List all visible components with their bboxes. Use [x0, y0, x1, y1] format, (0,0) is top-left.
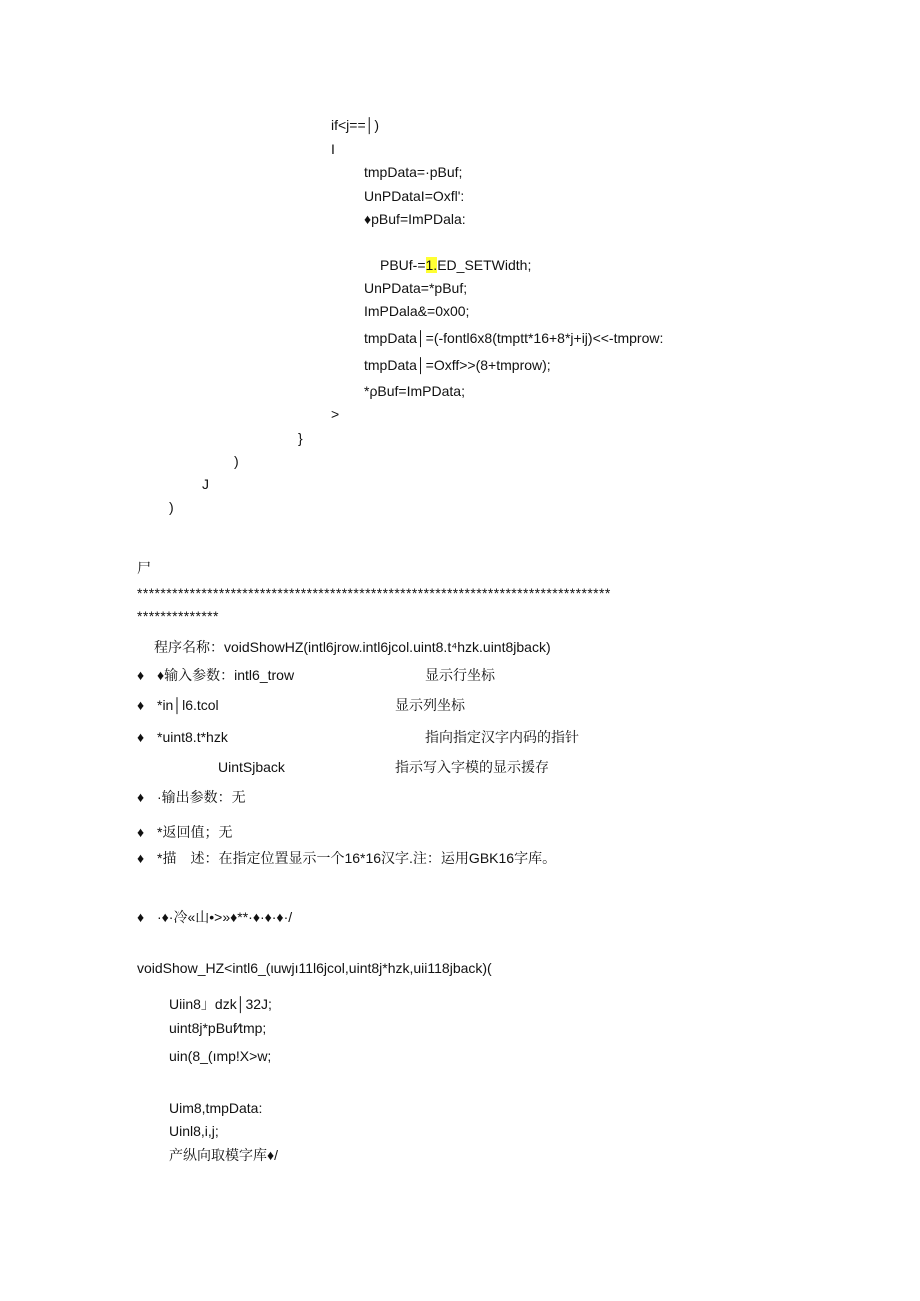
code-line: }	[298, 430, 303, 446]
param-desc: 指向指定汉字内码的指针	[425, 729, 579, 745]
bullet: ♦	[137, 667, 145, 683]
code-line: I	[331, 141, 335, 157]
code-line: Uinl8,i,j;	[169, 1123, 219, 1139]
code-line: 产纵向取模字库♦/	[169, 1147, 279, 1163]
code-line: UnPDataI=Oxfl':	[364, 188, 465, 204]
code-line: tmpData=·pBuf;	[364, 164, 463, 180]
return-value-line: *返回值；无	[157, 824, 233, 840]
code-line: ImPDala&=0x00;	[364, 303, 470, 319]
comment-stars: *********************************************************************************	[137, 585, 611, 601]
param-desc: 显示列坐标	[395, 697, 465, 713]
bullet: ♦	[137, 729, 145, 745]
param-desc: 指示写入字模的显示援存	[395, 759, 549, 775]
code-line: )	[169, 499, 174, 515]
code-line: Uim8,tmpData:	[169, 1100, 263, 1116]
code-line: if<j==│)	[331, 117, 380, 133]
code-line: *ρBuf=ImPData;	[364, 383, 465, 399]
code-line-highlighted	[380, 256, 531, 274]
param-label: *uint8.t*hzk	[157, 729, 228, 745]
param-desc: 显示行坐标	[425, 667, 495, 683]
bullet: ♦	[137, 850, 145, 866]
code-line: tmpData│=Oxff>>(8+tmprow);	[364, 357, 551, 373]
code-line: J	[202, 476, 209, 492]
code-line: uin(8_(ımp!X>w;	[169, 1048, 272, 1064]
param-label: ♦输入参数：intl6_trow	[157, 667, 295, 683]
param-label: UintSjback	[218, 759, 285, 775]
code-line: >	[331, 406, 340, 422]
code-fragment: ED_SETWidth;	[437, 257, 532, 273]
bullet: ♦	[137, 789, 145, 805]
comment-end-line: ·♦·冷«山•>»♦**·♦·♦·♦·/	[157, 909, 293, 925]
bullet: ♦	[137, 909, 145, 925]
function-name-line: 程序名称：voidShowHZ(intl6jrow.intl6jcol.uint8.t⁴hzk.uint8jback)	[154, 639, 551, 655]
comment-stars: **************	[137, 608, 219, 624]
code-line: Uiin8」dzk│32J;	[169, 996, 272, 1012]
code-line: tmpData│=(-fontl6x8(tmptt*16+8*j+ij)<<-tmprow:	[364, 330, 664, 346]
code-line: ♦pBuf=ImPDala:	[364, 211, 466, 227]
highlight-mark: 1.	[425, 257, 438, 273]
code-line: UnPData=*pBuf;	[364, 280, 468, 296]
code-line: uint8j*pBuf⁄tmp;	[169, 1020, 267, 1036]
output-param-line: ·输出参数：无	[157, 789, 246, 805]
bullet: ♦	[137, 697, 145, 713]
code-line: )	[234, 453, 239, 469]
comment-start: 尸	[137, 560, 151, 576]
code-fragment: PBUf-=	[380, 257, 426, 273]
param-label: *in│l6.tcol	[157, 697, 219, 713]
function-signature: voidShow_HZ<intl6_(ιuwjı11l6jcol,uint8j*hzk,uii118jback)(	[137, 960, 492, 976]
bullet: ♦	[137, 824, 145, 840]
description-line: *描 述：在指定位置显示一个16*16汉字.注：运用GBK16字库。	[157, 850, 557, 866]
